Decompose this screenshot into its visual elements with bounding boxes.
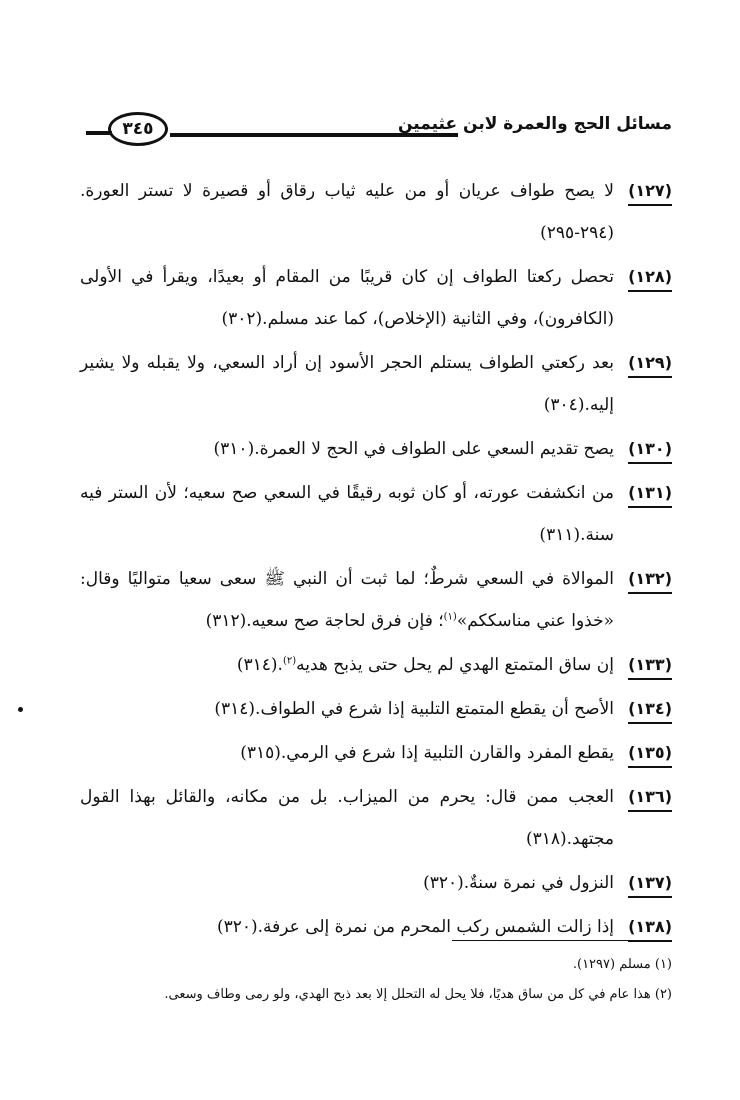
entry-number: (١٣٢) (628, 558, 672, 594)
book-title: مسائل الحج والعمرة لابن عثيمين (397, 114, 672, 134)
footnote-2: (٢) هذا عام في كل من ساق هديًا، فلا يحل له التحلل إلا بعد ذبح الهدي، ولو رمى وطاف وسعى. (164, 987, 672, 1002)
entry-128 (80, 256, 672, 340)
entries-list (80, 170, 672, 950)
entry-134 (80, 688, 672, 730)
footnotes (80, 950, 672, 1010)
entry-text: الأصح أن يقطع المتمتع التلبية إذا شرع في الطواف.(٣١٤) (214, 699, 614, 719)
entry-number: (١٢٩) (628, 342, 672, 378)
entry-text-continued: ؛ فإن فرق لحاجة صح سعيه.(٣١٢) (205, 611, 444, 631)
header-ornament (86, 131, 112, 135)
margin-dot (18, 707, 23, 712)
entry-text: لا يصح طواف عريان أو من عليه ثياب رقاق أو قصيرة لا تستر العورة.(٢٩٤-٢٩٥) (80, 181, 614, 243)
entry-133 (80, 644, 672, 686)
entry-137 (80, 862, 672, 904)
entry-number: (١٢٨) (628, 256, 672, 292)
entry-text-continued: .(٣١٤) (236, 655, 283, 675)
entry-135 (80, 732, 672, 774)
entry-text: من انكشفت عورته، أو كان ثوبه رقيقًا في السعي صح سعيه؛ لأن الستر فيه سنة.(٣١١) (80, 483, 614, 545)
entry-129 (80, 342, 672, 426)
entry-text: يقطع المفرد والقارن التلبية إذا شرع في الرمي.(٣١٥) (240, 743, 614, 763)
entry-text: إذا زالت الشمس ركب المحرم من نمرة إلى عرفة.(٣٢٠) (216, 917, 614, 937)
footnote-separator (452, 940, 672, 941)
entry-text: إن ساق المتمتع الهدي لم يحل حتى يذبح هديه (296, 655, 614, 675)
entry-text: يصح تقديم السعي على الطواف في الحج لا العمرة.(٣١٠) (213, 439, 614, 459)
entry-number: (١٣٦) (628, 776, 672, 812)
entry-text: تحصل ركعتا الطواف إن كان قريبًا من المقام أو بعيدًا، ويقرأ في الأولى (الكافرون)، وفي الثانية (الإخلاص)، كما عند مسلم.(٣٠٢) (80, 267, 614, 329)
header-rule (170, 133, 458, 137)
entry-text: العجب ممن قال: يحرم من الميزاب. بل من مكانه، والقائل بهذا القول مجتهد.(٣١٨) (80, 787, 614, 849)
entry-127 (80, 170, 672, 254)
entry-number: (١٣٥) (628, 732, 672, 768)
entry-138 (80, 906, 672, 948)
entry-130 (80, 428, 672, 470)
entry-131 (80, 472, 672, 556)
entry-132 (80, 558, 672, 642)
footnote-reference: (٢) (282, 655, 297, 667)
entry-text: الموالاة في السعي شرطٌ؛ لما ثبت أن النبي ﷺ سعى سعيا متواليًا وقال: «خذوا عني مناسككم» (80, 569, 614, 631)
page-number: ٣٤٥ (108, 112, 168, 146)
entry-number: (١٢٧) (628, 170, 672, 206)
entry-number: (١٣٠) (628, 428, 672, 464)
footnote-1: (١) مسلم (١٢٩٧). (572, 957, 672, 972)
entry-number: (١٣٧) (628, 862, 672, 898)
entry-text: بعد ركعتي الطواف يستلم الحجر الأسود إن أراد السعي، ولا يقبله ولا يشير إليه.(٣٠٤) (80, 353, 614, 415)
page-header (86, 104, 672, 150)
entry-number: (١٣٣) (628, 644, 672, 680)
entry-number: (١٣٤) (628, 688, 672, 724)
entry-number: (١٣١) (628, 472, 672, 508)
footnote-reference: (١) (443, 611, 457, 623)
entry-136 (80, 776, 672, 860)
entry-text: النزول في نمرة سنةٌ.(٣٢٠) (423, 873, 614, 893)
entry-number: (١٣٨) (628, 906, 672, 942)
